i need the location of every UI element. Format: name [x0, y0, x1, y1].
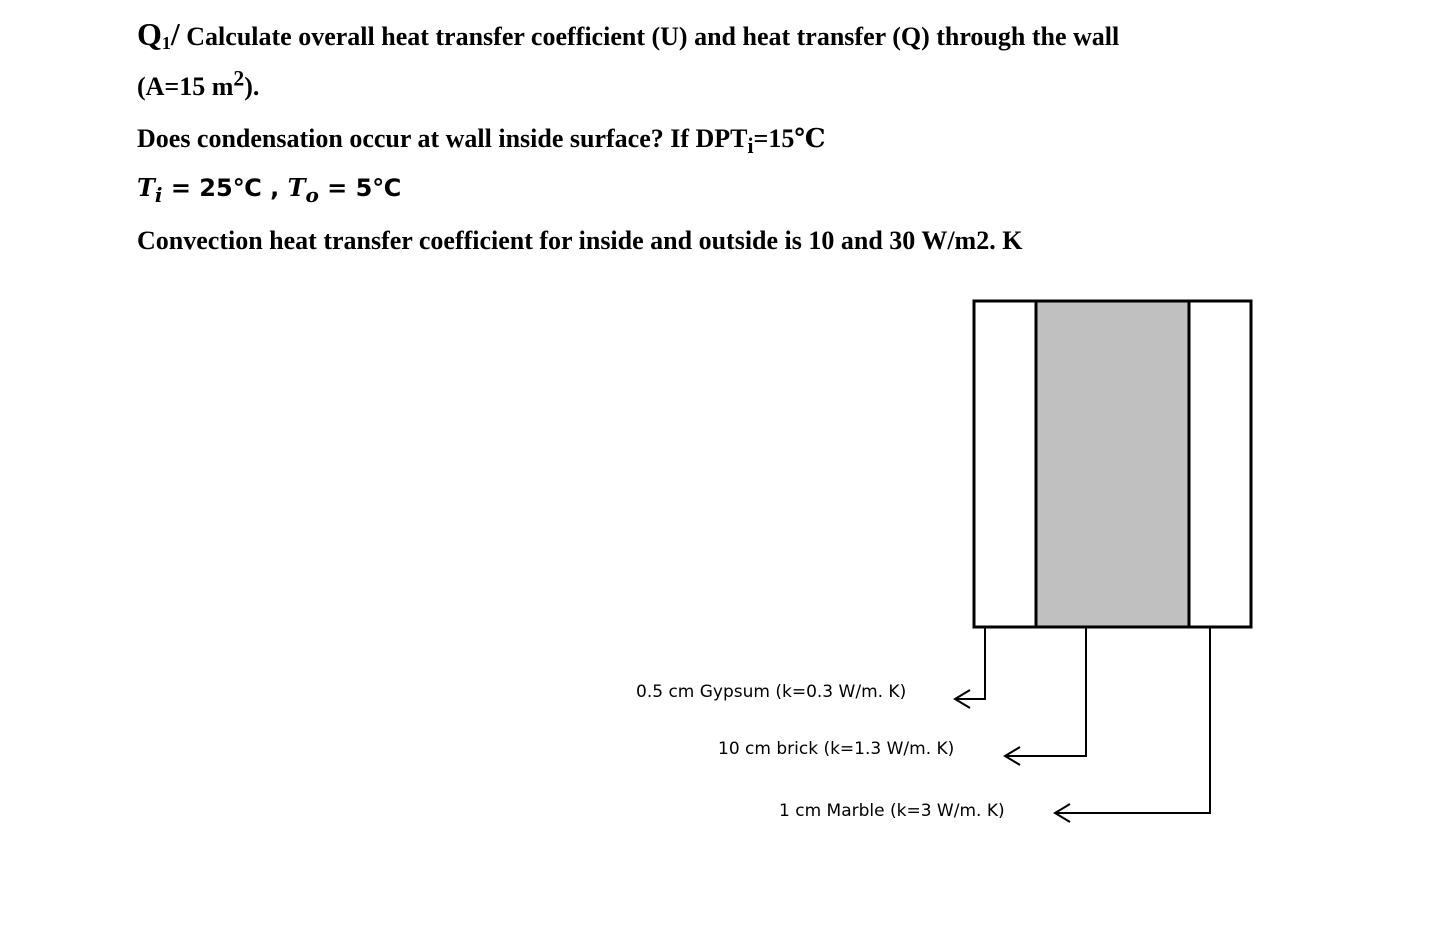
question-text: Calculate overall heat transfer coefficient (U) and heat transfer (Q) through the wall [179, 22, 1120, 51]
brick-label: 10 cm brick (k=1.3 W/m. K) [718, 739, 955, 759]
marble-label: 1 cm Marble (k=3 W/m. K) [779, 801, 1005, 821]
ti-symbol: T [137, 173, 155, 202]
question-letter: Q [137, 16, 162, 52]
marble-layer [1189, 301, 1251, 627]
marble-leader-line [1055, 627, 1210, 813]
area-text: (A=15 m [137, 72, 234, 101]
gypsum-label: 0.5 cm Gypsum (k=0.3 W/m. K) [636, 682, 907, 702]
area-text-end: ). [244, 72, 260, 101]
condensation-text: Does condensation occur at wall inside surface? If DPT [137, 124, 748, 153]
question-slash: / [170, 16, 180, 52]
brick-leader-line [1005, 627, 1086, 756]
to-symbol: T [287, 173, 306, 202]
brick-layer [1036, 301, 1189, 627]
to-value: = 5℃ [318, 174, 402, 202]
area-exponent: 2 [233, 66, 245, 91]
ti-value: = 25℃ , [162, 174, 288, 202]
question-index: 1 [161, 33, 171, 53]
ti-subscript: i [154, 182, 163, 207]
dew-point-subscript: i [747, 134, 754, 159]
to-subscript: o [305, 182, 319, 207]
gypsum-layer [974, 301, 1036, 627]
convection-text: Convection heat transfer coefficient for inside and outside is 10 and 30 W/m2. K [137, 226, 1023, 255]
gypsum-leader-line [955, 627, 985, 699]
dew-point-value: =15℃ [753, 124, 826, 153]
